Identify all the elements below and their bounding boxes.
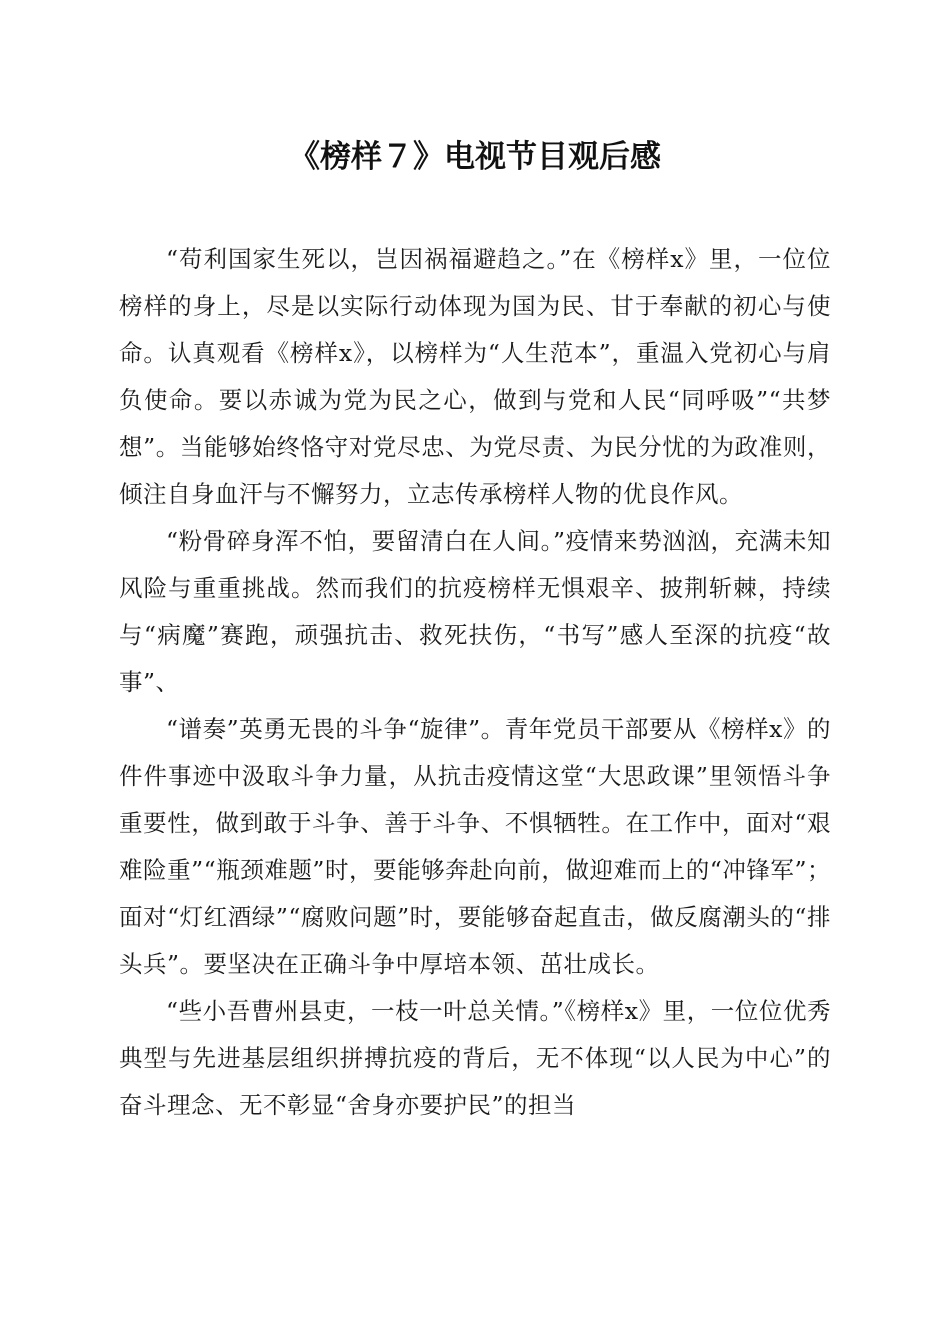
paragraph-2: “粉骨碎身浑不怕，要留清白在人间。”疫情来势汹汹，充满未知风险与重重挑战。然而我们的抗疫榜样无惧艰辛、披荆斩棘，持续与“病魔”赛跑，顽强抗击、救死扶伤，“书写”感人至深的抗疫“故事”、	[119, 527, 831, 696]
paragraph-4: “些小吾曹州县吏，一枝一叶总关情。”《榜样x》里，一位位优秀典型与先进基层组织拼搏抗疫的背后，无不体现“以人民为中心”的奋斗理念、无不彰显“舍身亦要护民”的担当	[119, 997, 831, 1119]
paragraph-3: “谱奏”英勇无畏的斗争“旋律”。青年党员干部要从《榜样x》的件件事迹中汲取斗争力量，从抗击疫情这堂“大思政课”里领悟斗争重要性，做到敢于斗争、善于斗争、不惧牺牲。在工作中，面对“艰难险重”“瓶颈难题”时，要能够奔赴向前，做迎难而上的“冲锋军”；面对“灯红酒绿”“腐败问题”时，要能够奋起直击，做反腐潮头的“排头兵”。要坚决在正确斗争中厚培本领、茁壮成长。	[119, 715, 831, 978]
document-title: 《榜样７》电视节目观后感	[289, 139, 661, 175]
document-body	[119, 236, 831, 1129]
paragraph-1: “苟利国家生死以，岂因祸福避趋之。”在《榜样x》里，一位位榜样的身上，尽是以实际行动体现为国为民、甘于奉献的初心与使命。认真观看《榜样x》，以榜样为“人生范本”，重温入党初心与肩负使命。要以赤诚为党为民之心，做到与党和人民“同呼吸”“共梦想”。当能够始终恪守对党尽忠、为党尽责、为民分忧的为政准则，倾注自身血汗与不懈努力，立志传承榜样人物的优良作风。	[119, 245, 831, 508]
